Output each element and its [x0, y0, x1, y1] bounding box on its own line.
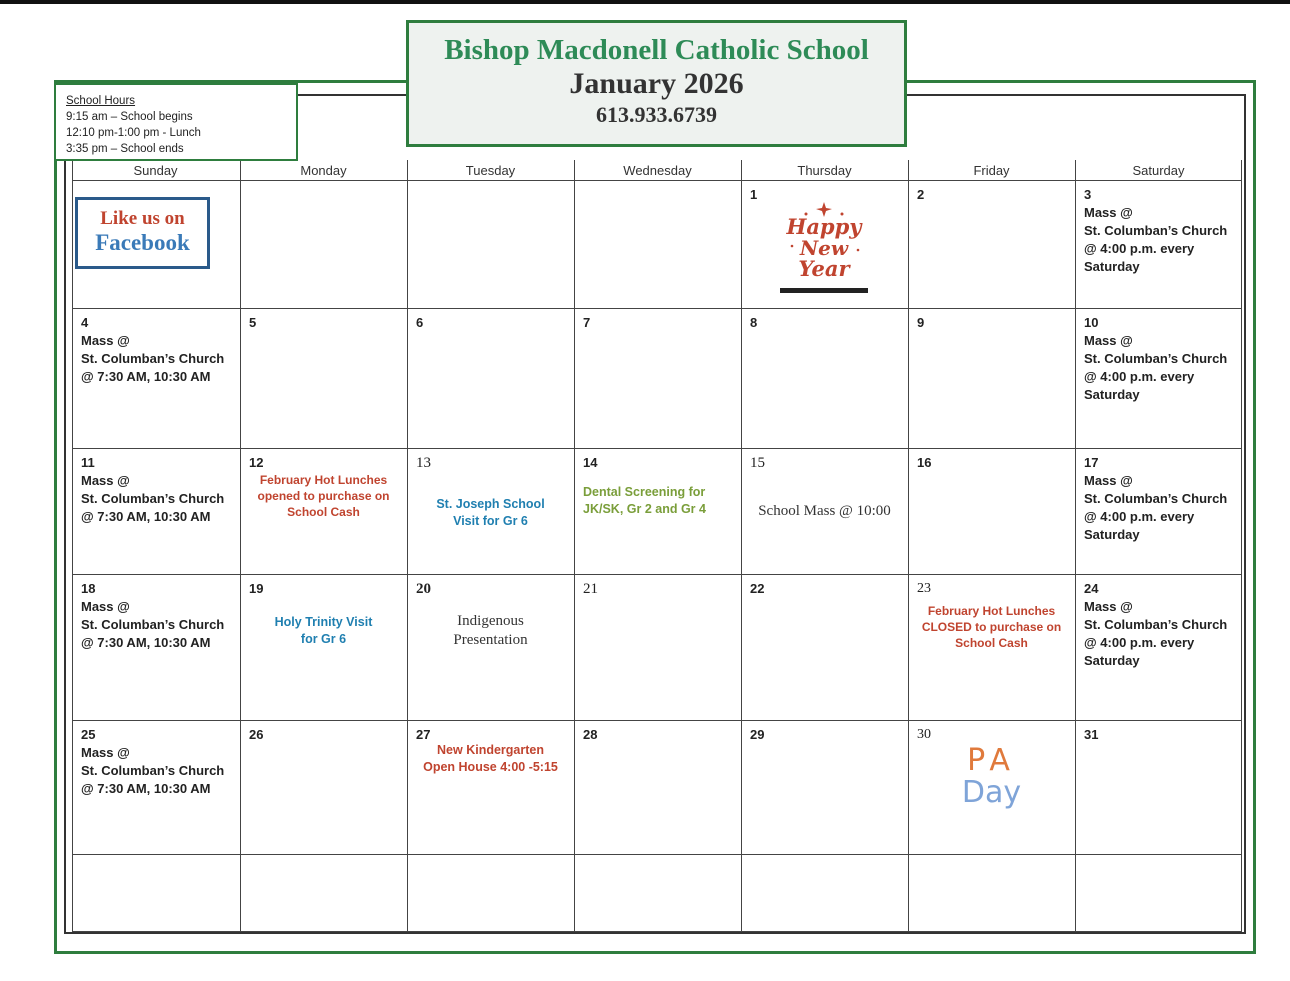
pa-day-line1: [917, 745, 1066, 777]
school-phone: 613.933.6739: [596, 102, 717, 127]
mass-line: @ 7:30 AM, 10:30 AM: [81, 369, 211, 384]
day-cell-14: [574, 449, 741, 574]
day-number: 14: [583, 455, 598, 470]
day-cell-18: [72, 575, 240, 720]
facebook-line1: Like us on: [100, 208, 185, 229]
facebook-badge[interactable]: [75, 197, 210, 269]
mass-line: Mass @: [81, 473, 130, 488]
calendar-grid: [72, 160, 1242, 932]
day-number: 18: [81, 581, 96, 596]
mass-line: Mass @: [81, 333, 130, 348]
day-cell-6: [407, 309, 574, 448]
day-cell-16: [908, 449, 1075, 574]
day-number: 26: [249, 727, 264, 742]
day-cell-15: [741, 449, 908, 574]
mass-line: @ 7:30 AM, 10:30 AM: [81, 635, 211, 650]
mass-info: [1084, 204, 1233, 276]
day-number: 21: [583, 581, 598, 597]
day-cell-27: [407, 721, 574, 854]
day-cell-31: [1075, 721, 1242, 854]
day-number: 1: [750, 187, 758, 202]
day-number: 6: [416, 315, 424, 330]
grid-line: [72, 854, 1242, 855]
mass-info: [1084, 332, 1233, 404]
mass-line: St. Columban’s Church: [81, 491, 225, 506]
day-cell-30: [908, 721, 1075, 854]
pa-day-graphic: [917, 745, 1066, 809]
day-cell-2: [908, 181, 1075, 308]
mass-line: Saturday: [1084, 527, 1140, 542]
top-edge-bar: [0, 0, 1290, 4]
day-cell-5: [240, 309, 407, 448]
day-cell-24: [1075, 575, 1242, 720]
mass-line: @ 4:00 p.m. every: [1084, 635, 1195, 650]
day-number: 12: [249, 455, 264, 470]
day-cell-7: [574, 309, 741, 448]
day-cell-29: [741, 721, 908, 854]
mass-info: [1084, 472, 1233, 544]
day-number: 10: [1084, 315, 1099, 330]
school-hours-line: 3:35 pm – School ends: [66, 143, 184, 155]
mass-info: [1084, 598, 1233, 670]
day-cell-22: [741, 575, 908, 720]
day-number: 17: [1084, 455, 1099, 470]
day-number: 15: [750, 455, 765, 471]
day-number: 24: [1084, 581, 1099, 596]
day-number: 13: [416, 455, 431, 471]
mass-line: St. Columban’s Church: [81, 617, 225, 632]
calendar-month: January 2026: [569, 67, 744, 100]
mass-line: St. Columban’s Church: [81, 351, 225, 366]
mass-line: Mass @: [81, 599, 130, 614]
event-holy-trinity-visit: Holy Trinity Visit for Gr 6: [274, 615, 373, 646]
hny-word-3: Year: [798, 256, 850, 281]
mass-line: @ 7:30 AM, 10:30 AM: [81, 781, 211, 796]
day-number: 4: [81, 315, 89, 330]
mass-line: St. Columban’s Church: [1084, 351, 1228, 366]
day-number: 30: [917, 727, 931, 742]
day-cell-12: [240, 449, 407, 574]
day-number: 31: [1084, 727, 1099, 742]
day-number: 25: [81, 727, 96, 742]
day-cell-23: [908, 575, 1075, 720]
mass-line: Mass @: [1084, 473, 1133, 488]
weekday-tuesday: Tuesday: [465, 163, 516, 178]
day-cell-20: [407, 575, 574, 720]
mass-info: [81, 598, 231, 652]
school-name: Bishop Macdonell Catholic School: [444, 34, 869, 66]
weekday-wednesday: Wednesday: [623, 163, 692, 178]
mass-line: Saturday: [1084, 387, 1140, 402]
mass-info: [81, 332, 231, 386]
mass-info: [81, 472, 231, 526]
day-number: 3: [1084, 187, 1092, 202]
hny-word-1: Happy: [786, 214, 862, 239]
weekday-sunday: Sunday: [133, 163, 178, 178]
day-cell-26: [240, 721, 407, 854]
header-title-box: [406, 20, 907, 147]
mass-line: St. Columban’s Church: [1084, 617, 1228, 632]
day-cell-21: [574, 575, 741, 720]
event-st-joseph-visit: St. Joseph School Visit for Gr 6: [436, 497, 545, 528]
day-cell-17: [1075, 449, 1242, 574]
day-cell-25: [72, 721, 240, 854]
weekday-thursday: Thursday: [797, 163, 852, 178]
mass-info: [81, 744, 231, 798]
day-cell-11: [72, 449, 240, 574]
day-number: 28: [583, 727, 598, 742]
school-hours-line: 12:10 pm-1:00 pm - Lunch: [66, 127, 201, 139]
event-indigenous-presentation: Indigenous Presentation: [453, 613, 528, 648]
day-cell-4: [72, 309, 240, 448]
mass-line: Mass @: [1084, 599, 1133, 614]
mass-line: @ 7:30 AM, 10:30 AM: [81, 509, 211, 524]
day-number: 23: [917, 581, 931, 596]
event-school-mass: School Mass @ 10:00: [758, 503, 891, 519]
facebook-line2: Facebook: [95, 230, 190, 255]
hny-word-2: New: [799, 236, 849, 260]
mass-line: Mass @: [1084, 333, 1133, 348]
day-cell-19: [240, 575, 407, 720]
pa-day-text: Day: [961, 775, 1022, 810]
day-number: 9: [917, 315, 925, 330]
day-cell-8: [741, 309, 908, 448]
mass-line: @ 4:00 p.m. every: [1084, 241, 1195, 256]
event-hot-lunch-open: February Hot Lunches opened to purchase on School Cash: [257, 473, 390, 519]
mass-line: St. Columban’s Church: [1084, 491, 1228, 506]
day-number: 2: [917, 187, 925, 202]
mass-line: Mass @: [81, 745, 130, 760]
school-hours-box: [54, 83, 298, 161]
day-number: 11: [81, 455, 95, 470]
school-hours-line: 9:15 am – School begins: [66, 111, 193, 123]
day-cell-9: [908, 309, 1075, 448]
day-number: 16: [917, 455, 932, 470]
happy-new-year-image: [776, 200, 872, 296]
day-cell-3: [1075, 181, 1242, 308]
day-number: 27: [416, 727, 431, 742]
happy-new-year-icon: [776, 200, 872, 296]
day-number: 5: [249, 315, 257, 330]
mass-line: St. Columban’s Church: [1084, 223, 1228, 238]
day-number: 7: [583, 315, 591, 330]
mass-line: Saturday: [1084, 653, 1140, 668]
weekday-friday: Friday: [973, 163, 1010, 178]
school-hours-title: School Hours: [66, 95, 136, 107]
grid-line: [72, 931, 1242, 932]
event-kindergarten-open-house: New Kindergarten Open House 4:00 -5:15: [423, 743, 558, 774]
day-cell-28: [574, 721, 741, 854]
day-number: 19: [249, 581, 264, 596]
day-number: 8: [750, 315, 758, 330]
event-dental-screening: Dental Screening for JK/SK, Gr 2 and Gr 4: [583, 485, 706, 516]
day-number: 22: [750, 581, 765, 596]
mass-line: @ 4:00 p.m. every: [1084, 369, 1195, 384]
mass-line: Saturday: [1084, 259, 1140, 274]
mass-line: Mass @: [1084, 205, 1133, 220]
pa-day-text: PA: [967, 743, 1016, 778]
day-number: 20: [416, 581, 431, 597]
weekday-monday: Monday: [300, 163, 347, 178]
mass-line: St. Columban’s Church: [81, 763, 225, 778]
weekday-saturday: Saturday: [1132, 163, 1185, 178]
mass-line: @ 4:00 p.m. every: [1084, 509, 1195, 524]
day-cell-10: [1075, 309, 1242, 448]
pa-day-line2: [917, 777, 1066, 809]
day-number: 29: [750, 727, 765, 742]
day-cell-13: [407, 449, 574, 574]
event-hot-lunch-closed: February Hot Lunches CLOSED to purchase on School Cash: [921, 604, 1062, 650]
